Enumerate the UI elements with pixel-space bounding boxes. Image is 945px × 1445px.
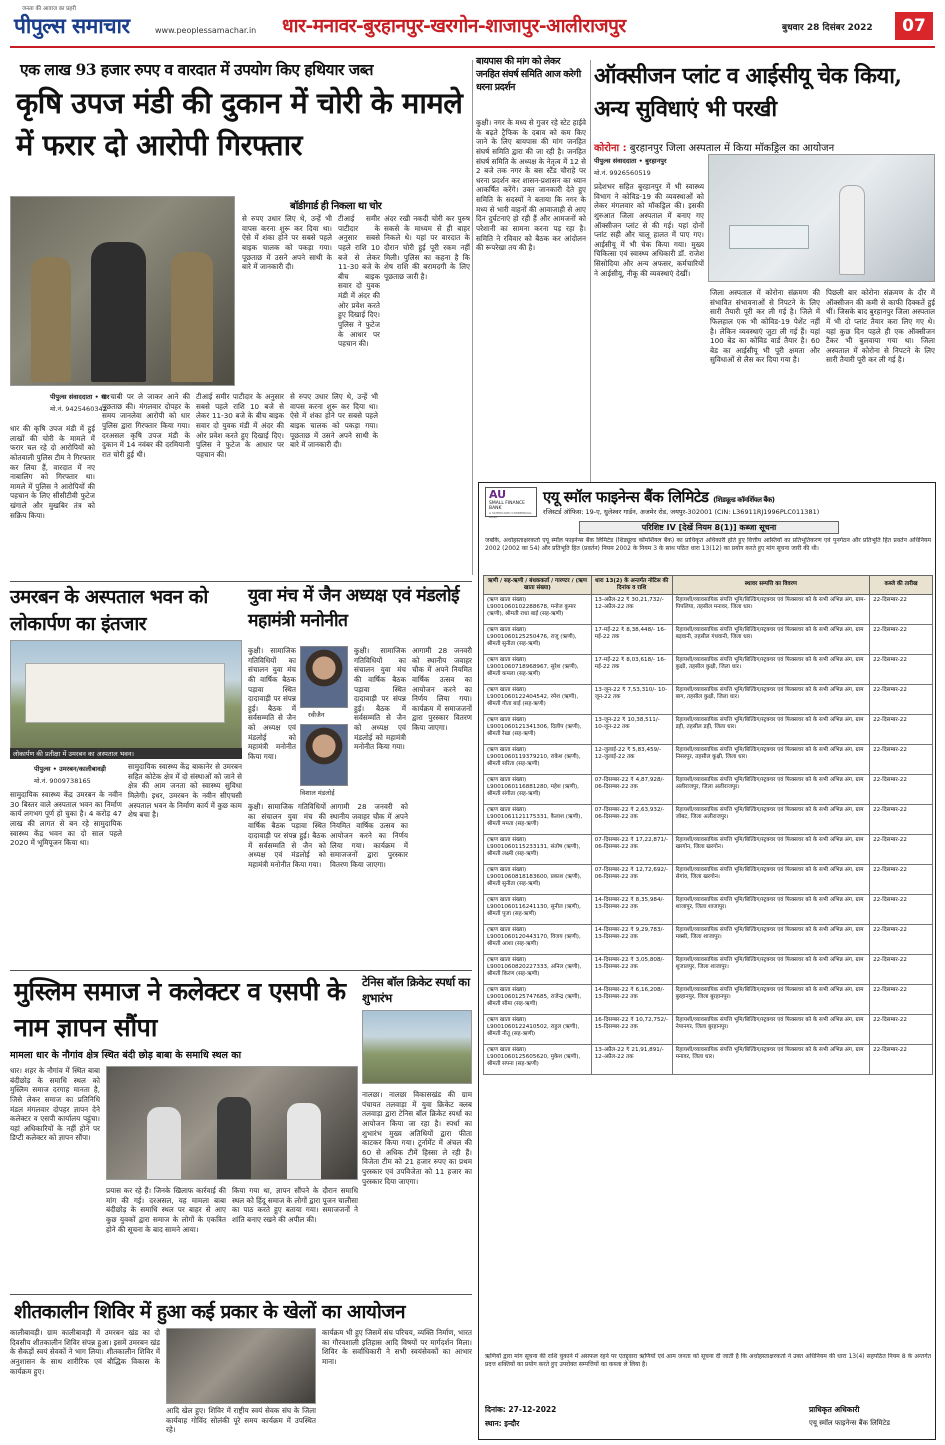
loan-property-cell: रिहायशी/व्यावसायिक संपत्ति भूमि/बिल्डिंग/स्ट्रक्चर एवं फिक्सचर को के सभी अभिन्न अंग, ग्राम बाग, तहसील कुक्षी, जिला धार। (672, 684, 870, 714)
loan-table-row (484, 1044, 933, 1074)
loan-date-cell: 22-दिसम्बर-22 (870, 624, 933, 654)
loan-borrower-cell: (ऋण खाता संख्या) L9001060122404542, रमेश (ऋणी), श्रीमती गीता बाई (सह-ऋणी) (484, 684, 592, 714)
loan-notice-cell: 13-अप्रैल-22 ₹ 21,91,891/- 12-अप्रैल-22 तक (591, 1044, 672, 1074)
theft-byline: पीपुल्स संवाददाता • धार (50, 393, 110, 401)
winter-col1: कालीबावड़ी। ग्राम कालीबावड़ी में उमरबन खंड का दो दिवसीय शीतकालीन शिविर संपन्न हुआ। इसमें उमरबन खंड के सैकड़ों स्वयं सेवकों ने भाग लिया। शीतकालीन शिविर में अनुशासन के साथ शारीरिक एवं बौद्धिक विकास के कार्यक्रम हुए। (10, 1328, 160, 1376)
oxygen-headline: ऑक्सीजन प्लांट व आईसीयू चेक किया, अन्य सुविधाएं भी परखी (594, 63, 902, 122)
bank-logo-text: SMALL FINANCE BANK (489, 501, 525, 511)
section-rule (10, 581, 472, 582)
mug-caption-1: रवीजैन (308, 711, 325, 719)
loan-notice-cell: 13-जून-22 ₹ 7,53,310/- 10-जून-22 तक (591, 684, 672, 714)
police-figure (171, 252, 213, 382)
bank-logo-short: AU (489, 488, 507, 501)
loan-notice-cell: 17-मई-22 ₹ 8,03,618/- 16-मई-22 तक (591, 654, 672, 684)
jain-col2b: आगामी 28 जनवरी को स्थानीय जवाहर चौक में अपने नियमित वार्षिक उत्सव का आयोजन करने का निर्णय लिया गया। कार्यक्रम में समाजजनों द्वारा पुरस्कार वितरण किया जाएगा। (330, 802, 408, 869)
loan-notice-cell: 14-दिसम्बर-22 ₹ 8,35,984/- 13-दिसम्बर-22 तक (591, 894, 672, 924)
bank-intro: जबकि, अधोहस्ताक्षरकर्ता एयू स्मॉल फाइनेन्स बैंक लिमिटेड (शिड्यूल्ड कॉमर्शियल बैंक) का प्राधिकृत अधिकारी होते हुए वित्तीय आस्तियों का प्रतिभूतिकरण एवं पुनर्गठन और प्रतिभूति हित प्रवर्तन अधिनियम 2002 (2002 का 54) और प्रतिभूति हित (प्रवर्तन) नियम 2002 के नियम 3 के साथ पठित धारा 13(12) का प्रयोग करते हुए मांग सूचना जारी की थी। (485, 537, 931, 553)
loan-property-cell: रिहायशी/व्यावसायिक संपत्ति भूमि/बिल्डिंग/स्ट्रक्चर एवं फिक्सचर को के सभी अभिन्न अंग, ग्राम डही, तहसील डही, जिला धार। (672, 714, 870, 744)
jain-col1: कुक्षी। सामाजिक गतिविधियों का संचालन युवा मंच की वार्षिक बैठक पड़ावा स्थित दादावाड़ी पर संपन्न हुई। बैठक में सर्वसम्मति से जैन को अध्यक्ष एवं मंडलोई को महामंत्री मनोनीत किया गया। (248, 646, 296, 762)
loan-date-cell: 22-दिसम्बर-22 (870, 774, 933, 804)
bank-title-suffix: (शिड्यूल्ड कॉमर्शियल बैंक) (713, 496, 775, 504)
loan-property-cell: रिहायशी/व्यावसायिक संपत्ति भूमि/बिल्डिंग/स्ट्रक्चर एवं फिक्सचर को के सभी अभिन्न अंग, ग्राम मक्सी, जिला शाजापुर। (672, 924, 870, 954)
loan-table-header (484, 576, 933, 595)
hospital-col1: सामुदायिक स्वास्थ्य केंद्र उमरबन के नवीन 30 बिस्तर वाले अस्पताल भवन का निर्माण कार्य लगभग पूर्ण हो चुका है। 4 करोड़ 47 लाख की लागत से बन रहे सामुदायिक स्वास्थ्य केंद्र भवन का दो साल पहले 2020 में भूमिपूजन किया था। (10, 790, 122, 848)
loan-property-cell: रिहायशी/व्यावसायिक संपत्ति भूमि/बिल्डिंग/स्ट्रक्चर एवं फिक्सचर को के सभी अभिन्न अंग, ग्राम बड़वानी, तहसील गंधवानी, जिला धार। (672, 624, 870, 654)
loan-borrower-cell: (ऋण खाता संख्या) L9001060718968967, सुरेश (ऋणी), श्रीमती कमला (सह-ऋणी) (484, 654, 592, 684)
jain-col1c: कुक्षी। सामाजिक गतिविधियों का संचालन युवा मंच की वार्षिक बैठक पड़ावा स्थित दादावाड़ी पर संपन्न हुई। बैठक में सर्वसम्मति से जैन को अध्यक्ष एवं मंडलोई को महामंत्री मनोनीत किया गया। (248, 802, 326, 869)
header-rule (10, 46, 935, 48)
loan-table-row (484, 984, 933, 1014)
oxygen-phone: मो.नं. 9926560519 (594, 169, 651, 177)
loan-notice-cell: 13-जून-22 ₹ 10,38,511/- 10-जून-22 तक (591, 714, 672, 744)
hospital-building (25, 663, 225, 723)
section-rule (10, 1294, 472, 1295)
bank-title (543, 487, 933, 507)
theft-col1: धार की कृषि उपज मंडी में हुई लाखों की चोरी के मामले में फरार चल रहे दो आरोपियों को कोतवाली पुलिस टीम ने गिरफ्तार कर लिया हैं, वारदात में नए नाबालिग को गिरफ्तार था। मामले में पुलिस ने आरोपियों की पहचान के लिए सीसीटीवी फुटेज खंगाले और मुखबिर तंत्र को सक्रिय किया। (10, 424, 95, 520)
theft-photo (10, 196, 235, 386)
jain-headline: युवा मंच में जैन अध्यक्ष एवं मंडलोई महामंत्री मनोनीत (248, 586, 460, 631)
loan-property-cell: रिहायशी/व्यावसायिक संपत्ति भूमि/बिल्डिंग/स्ट्रक्चर एवं फिक्सचर को के सभी अभिन्न अंग, ग्राम सेगांव, जिला खरगोन। (672, 864, 870, 894)
tennis-body: नालछा। नालछा विकासखंड की ग्राम पंचायत तलवाड़ा में युवा क्रिकेट क्लब तलवाड़ा द्वारा टेनिस बॉल क्रिकेट स्पर्धा का आयोजन किया जा रहा है। स्पर्धा का शुभारंभ मुख्य अतिथियों द्वारा फीता काटकर किया गया। टूर्नामेंट में अंचल की 60 से अधिक टीमें हिस्सा ले रही हैं। विजेता टीम को 21 हजार रुपए का प्रथम पुरस्कार एवं उपविजेता को 11 हजार का पुरस्कार दिया जाएगा। (362, 1090, 472, 1186)
loan-notice-cell: 16-दिसम्बर-22 ₹ 10,72,752/- 15-दिसम्बर-22 तक (591, 1014, 672, 1044)
bank-title-text: एयू स्मॉल फाइनेन्स बैंक लिमिटेड (543, 488, 709, 506)
loan-borrower-cell: (ऋण खाता संख्या) L9001060125250476, राजू (ऋणी), श्रीमती सुनीता (सह-ऋणी) (484, 624, 592, 654)
oxygen-byline: पीपुल्स संवाददाता • बुरहानपुर (594, 157, 667, 165)
loan-property-cell: रिहायशी/व्यावसायिक संपत्ति भूमि/बिल्डिंग/स्ट्रक्चर एवं फिक्सचर को के सभी अभिन्न अंग, ग्राम-पिपलिया, तहसील मनावर, जिला धार। (672, 594, 870, 624)
loan-table-row (484, 954, 933, 984)
loan-date-cell: 22-दिसम्बर-22 (870, 834, 933, 864)
loan-date-cell: 22-दिसम्बर-22 (870, 984, 933, 1014)
memorandum-deck: मामला धार के नौगांव क्षेत्र स्थित बंदी छोड़ बाबा के समाधि स्थल का (10, 1050, 242, 1061)
loan-property-cell: रिहायशी/व्यावसायिक संपत्ति भूमि/बिल्डिंग/स्ट्रक्चर एवं फिक्सचर को के सभी अभिन्न अंग, ग्राम नेपानगर, जिला बुरहानपुर। (672, 1014, 870, 1044)
police-figure (31, 257, 71, 382)
loan-table-row (484, 654, 933, 684)
crowd-figure (147, 1107, 181, 1180)
tennis-headline: टेनिस बॉल क्रिकेट स्पर्धा का शुभारंभ (362, 975, 470, 1006)
hospital-headline: उमरबन के अस्पताल भवन को लोकार्पण का इंतजार (10, 586, 208, 635)
loan-date-cell: 22-दिसम्बर-22 (870, 864, 933, 894)
loan-borrower-cell: (ऋण खाता संख्या) L9001060116881280, महेश (ऋणी), श्रीमती संगीता (सह-ऋणी) (484, 774, 592, 804)
loan-table (483, 575, 933, 1075)
jain-col1b: कुक्षी। सामाजिक गतिविधियों का संचालन युवा मंच की वार्षिक बैठक पड़ावा स्थित दादावाड़ी पर संपन्न हुई। बैठक में सर्वसम्मति से जैन को अध्यक्ष एवं मंडलोई को महामंत्री मनोनीत किया गया। (354, 646, 406, 752)
loan-borrower-cell: (ऋण खाता संख्या) L9001060820227333, अनिल (ऋणी), श्रीमती किरण (सह-ऋणी) (484, 954, 592, 984)
bank-logo (485, 487, 537, 517)
column-divider (472, 60, 473, 575)
paper-logo: पीपुल्स समाचार (14, 14, 130, 38)
loan-date-cell: 22-दिसम्बर-22 (870, 744, 933, 774)
loan-property-cell: रिहायशी/व्यावसायिक संपत्ति भूमि/बिल्डिंग/स्ट्रक्चर एवं फिक्सचर को के सभी अभिन्न अंग, ग्राम कुक्षी, तहसील कुक्षी, जिला धार। (672, 654, 870, 684)
oxygen-deck-label: कोरोना : (594, 143, 627, 154)
loan-property-cell: रिहायशी/व्यावसायिक संपत्ति भूमि/बिल्डिंग/स्ट्रक्चर एवं फिक्सचर को के सभी अभिन्न अंग, ग्राम जोबट, जिला अलीराजपुर। (672, 804, 870, 834)
theft-phone: मो.नं. 9425460342 (50, 405, 107, 413)
winter-photo (166, 1328, 316, 1404)
winter-photo-caption: आदि खेल हुए। शिविर में राष्ट्रीय स्वयं सेवक संघ के जिला कार्यवाह गोविंद सोलंकी पूरे समय कार्यक्रम में उपस्थित रहे। (166, 1406, 316, 1435)
loan-property-cell: रिहायशी/व्यावसायिक संपत्ति भूमि/बिल्डिंग/स्ट्रक्चर एवं फिक्सचर को के सभी अभिन्न अंग, ग्राम बुरहानपुर, जिला बुरहानपुर। (672, 984, 870, 1014)
theft-col4: से रुपए उधार लिए थे, उन्हें भी वापस करना शुरू कर दिया था। ऐसे में शंका होने पर सबसे पहले बाइक चालक को पकड़ा गया। पूछताछ में उसने अपने साथी के बारे में जानकारी दी। (290, 392, 378, 450)
loan-date-cell: 22-दिसम्बर-22 (870, 924, 933, 954)
story-winter-camp (10, 1298, 472, 1440)
bank-signatory-bank: एयू स्मॉल फाइनेन्स बैंक लिमिटेड (809, 1419, 891, 1427)
loan-property-cell: रिहायशी/व्यावसायिक संपत्ति भूमि/बिल्डिंग/स्ट्रक्चर एवं फिक्सचर को के सभी अभिन्न अंग, ग्राम खरगोन, जिला खरगोन। (672, 834, 870, 864)
oxygen-deck (594, 140, 935, 154)
hospital-phone: मो.नं. 9009738165 (34, 777, 91, 785)
loan-table-body (484, 594, 933, 1074)
loan-notice-cell: 14-दिसम्बर-22 ₹ 9,29,783/- 13-दिसम्बर-22 तक (591, 924, 672, 954)
memorandum-col2: प्रयास कर रहे हैं। जिनके खिलाफ कार्रवाई की मांग की गई। दरअसल, यह मामला बाबा बंदीछोड़ के समाधि स्थल पर बाहर से आए कुछ युवकों द्वारा समाज के लोगों के एकत्रित होने की सूचना के बाद सामने आया। (106, 1186, 226, 1234)
mug-caption-2: विशाल मंडलोई (300, 789, 335, 797)
loan-date-cell: 22-दिसम्बर-22 (870, 804, 933, 834)
page-number: 07 (895, 12, 933, 40)
loan-notice-cell: 14-दिसम्बर-22 ₹ 6,16,208/- 13-दिसम्बर-22 तक (591, 984, 672, 1014)
issue-date: बुधवार 28 दिसंबर 2022 (782, 23, 873, 33)
loan-borrower-cell: (ऋण खाता संख्या) L9001060121341306, दिलीप (ऋणी), श्रीमती रेखा (सह-ऋणी) (484, 714, 592, 744)
memorandum-photo (106, 1066, 358, 1180)
oxygen-col2: जिला अस्पताल में कोरोना संक्रमण की संभावित संभावनाओं से निपटने के लिए सारी तैयारी पूरी कर ली गई है। जिले में फिलहाल एक भी कोविड-19 पेशेंट नहीं है। लेकिन व्यवस्थाएं जुटा ली गई हैं। यहां 100 बेड का कोविड वार्ड तैयार है। 60 बेड का आईसीयू भी पूरी क्षमता और सुविधाओं से लैस कर दिया गया है। (710, 288, 820, 365)
loan-table-row (484, 714, 933, 744)
bypass-body: कुक्षी। नगर के मध्य से गुजर रहे स्टेट हाईवे के बढ़ते ट्रैफिक के दबाव को कम किए जाने के लिए बायपास की मांग जनहित संघर्ष समिति द्वारा की जा रही है। जनहित संघर्ष समिति के अध्यक्ष के नेतृत्व में 12 से 2 बजे तक नगर के बस स्टैंड चौराहे पर धरना प्रदर्शन कर शासन-प्रशासन का ध्यान आकर्षित करेंगे। उक्त जानकारी देते हुए समिति के सदस्यों ने बताया कि नगर के मध्य से भारी वाहनों की आवाजाही से आए दिन दुर्घटनाएं हो रही हैं और आमजनों को परेशानी का सामना करना पड़ रहा है। समिति ने रविवार को बैठक कर आंदोलन की रूपरेखा तय की है। (476, 118, 586, 253)
tennis-photo (362, 1010, 472, 1084)
story-tennis (362, 974, 472, 1294)
story-jain (248, 584, 472, 969)
loan-date-cell: 22-दिसम्बर-22 (870, 684, 933, 714)
accused-figure (91, 242, 146, 382)
mug-photo-1 (300, 646, 348, 708)
bank-date: दिनांक: 27-12-2022 (485, 1405, 557, 1414)
hospital-photo-caption: लोकार्पण की प्रतीक्षा में उमरबन का अस्पताल भवन। (10, 748, 242, 759)
oxygen-deck-text: बुरहानपुर जिला अस्पताल में किया मॉकड्रिल का आयोजन (629, 143, 835, 154)
loan-notice-cell: 07-दिसम्बर-22 ₹ 4,87,928/- 06-दिसम्बर-22 तक (591, 774, 672, 804)
loan-borrower-cell: (ऋण खाता संख्या) L9001060115233131, संतोष (ऋणी), श्रीमती लक्ष्मी (सह-ऋणी) (484, 834, 592, 864)
crowd-figure (217, 1097, 251, 1180)
loan-property-cell: रिहायशी/व्यावसायिक संपत्ति भूमि/बिल्डिंग/स्ट्रक्चर एवं फिक्सचर को के सभी अभिन्न अंग, ग्राम शुजालपुर, जिला शाजापुर। (672, 954, 870, 984)
loan-borrower-cell: (ऋण खाता संख्या) L9001060120443170, विजय (ऋणी), श्रीमती आशा (सह-ऋणी) (484, 924, 592, 954)
loan-property-cell: रिहायशी/व्यावसायिक संपत्ति भूमि/बिल्डिंग/स्ट्रक्चर एवं फिक्सचर को के सभी अभिन्न अंग, ग्राम शाजापुर, जिला शाजापुर। (672, 894, 870, 924)
loan-notice-cell: 07-दिसम्बर-22 ₹ 17,22,871/- 06-दिसम्बर-22 तक (591, 834, 672, 864)
loan-date-cell: 22-दिसम्बर-22 (870, 954, 933, 984)
bank-table-wrap (483, 575, 933, 1345)
loan-notice-cell: 07-दिसम्बर-22 ₹ 2,63,932/- 06-दिसम्बर-22 तक (591, 804, 672, 834)
loan-table-row (484, 594, 933, 624)
loan-table-row (484, 774, 933, 804)
theft-col5: अंदर रखी नकदी चोरी कर पुरुष सकसे के माध्यम से ही बाहर निकले थे। यहां पर वारदात के दौरान चोरी हुई पूरी रकम नहीं मिली। पुलिस का कहना है कि शेष राशि की बरामदगी के लिए पूछताछ जारी है। (384, 214, 470, 281)
tagline: जनता की आवाज का प्रहरी (22, 6, 76, 12)
loan-borrower-cell: (ऋण खाता संख्या) L9001060116241130, सुनील (ऋणी), श्रीमती पूजा (सह-ऋणी) (484, 894, 592, 924)
mug-photo-2 (300, 724, 348, 786)
hospital-bed (729, 225, 809, 249)
loan-table-row (484, 804, 933, 834)
loan-date-cell: 22-दिसम्बर-22 (870, 714, 933, 744)
loan-borrower-cell: (ऋण खाता संख्या) L9001060122410502, राहुल (ऋणी), श्रीमती नीतू (सह-ऋणी) (484, 1014, 592, 1044)
theft-headline: कृषि उपज मंडी की दुकान में चोरी के मामले में फरार दो आरोपी गिरफ्तार (16, 86, 463, 163)
col-borrower: ऋणी / सह-ऋणी / बंधककर्ता / गारण्टर / (ऋण खाता संख्या) (484, 576, 592, 595)
jain-col2: आगामी 28 जनवरी को स्थानीय जवाहर चौक में अपने नियमित वार्षिक उत्सव का आयोजन करने का निर्णय लिया गया। कार्यक्रम में समाजजनों द्वारा पुरस्कार वितरण किया जाएगा। (412, 646, 472, 733)
bank-logo-sub: A SCHEDULED COMMERCIAL BANK (489, 511, 532, 519)
loan-borrower-cell: (ऋण खाता संख्या) L9001061121175331, कैलाश (ऋणी), श्रीमती ममता (सह-ऋणी) (484, 804, 592, 834)
loan-date-cell: 22-दिसम्बर-22 (870, 1014, 933, 1044)
loan-borrower-cell: (ऋण खाता संख्या) L9001060102288678, मनोज कुमार (ऋणी), श्रीमती राधा बाई (सह-ऋणी) (484, 594, 592, 624)
memorandum-col1: धार। शहर के नौगांव में स्थित बाबा बंदीछोड़ के समाधि स्थल को मुस्लिम समाज दरगाह मानता है, जिसे लेकर समाज का प्रतिनिधि मंडल मंगलवार दोपहर ज्ञापन देने कलेक्टर व एसपी कार्यालय पहुंचा। यहां अधिकारियों के नहीं होने पर डिप्टी कलेक्टर को ज्ञापन सौंपा। (10, 1066, 100, 1143)
theft-col3: टीआई समीर पाटीदार के अनुसार सबसे पहले राशि 10 बजे से लेकर 11-30 बजे के बीच बाइक सवार दो युवक मंडी में अंदर की ओर प्रवेश करते हुए दिखाई दिए। पुलिस ने फुटेज के आधार पर पहचान की। (196, 392, 284, 459)
theft-kicker: एक लाख 93 हजार रुपए व वारदात में उपयोग किए हथियार जब्त (20, 60, 373, 79)
loan-property-cell: रिहायशी/व्यावसायिक संपत्ति भूमि/बिल्डिंग/स्ट्रक्चर एवं फिक्सचर को के सभी अभिन्न अंग, ग्राम अलीराजपुर, जिला अलीराजपुर। (672, 774, 870, 804)
story-memorandum (10, 974, 358, 1294)
loan-notice-cell: 14-दिसम्बर-22 ₹ 3,05,808/- 13-दिसम्बर-22 तक (591, 954, 672, 984)
loan-notice-cell: 07-दिसम्बर-22 ₹ 12,72,692/- 06-दिसम्बर-22 तक (591, 864, 672, 894)
loan-table-row (484, 624, 933, 654)
loan-notice-cell: 12-जुलाई-22 ₹ 5,83,459/- 12-जुलाई-22 तक (591, 744, 672, 774)
story-oxygen (594, 54, 935, 479)
loan-table-row (484, 864, 933, 894)
story-theft (10, 54, 470, 579)
edition-cities: धार-मनावर-बुरहानपुर-खरगोन-शाजापुर-आलीराजपुर (282, 15, 626, 37)
theft-col2: व चाबी पर ले जाकर आने की पूछताछ की। मंगलवार दोपहर के समय जानलेवा आरोपी को धार पुलिस द्वारा गिरफ्तार किया गया। दरअसल कृषि उपज मंडी के दुकान में 14 नवंबर की दरमियानी रात चोरी हुई थी। (102, 392, 190, 459)
loan-table-row (484, 744, 933, 774)
bypass-kicker: बायपास की मांग को लेकर जनहित संघर्ष समिति आज करेगी धरना प्रदर्शन (476, 56, 581, 93)
bank-footer-note: ऋणियों द्वारा मांग सूचना की राशि चुकाने में असफल रहने पर एतद्द्वारा ऋणियों एवं आम जनता को सूचना दी जाती है कि अधोहस्ताक्षरकर्ता ने उक्त अधिनियम की धारा 13(4) सहपठित नियम 8 के अन्तर्गत प्रदत्त शक्तियों का प्रयोग करते हुए उपरोक्त सम्पत्तियों का कब्जा ले लिया है। (485, 1353, 931, 1369)
hospital-byline: पीपुल्स • उमरबन/कालीबावड़ी (34, 765, 106, 773)
col-notice: धारा 13(2) के अन्तर्गत नोटिस की दिनांक व राशि (591, 576, 672, 595)
loan-table-row (484, 894, 933, 924)
memorandum-col3: किया गया था, ज्ञापन सौंपने के दौरान समाधि स्थल को हिंदू समाज के लोगों द्वारा पूजन चालीसा का पाठ करते हुए बताया गया। समाजजनों ने शांति बनाए रखने की अपील की। (232, 1186, 358, 1224)
loan-date-cell: 22-दिसम्बर-22 (870, 654, 933, 684)
story-hospital (10, 584, 242, 969)
winter-col2: कार्यक्रम भी हुए जिसमें संघ परिचय, व्यक्ति निर्माण, भारत का गौरवशाली इतिहास आदि विषयों पर मार्गदर्शन मिला। शिविर के सर्वाधिकारी ने सभी स्वयंसेवकों का आभार माना। (322, 1328, 472, 1366)
loan-table-row (484, 684, 933, 714)
loan-table-row (484, 924, 933, 954)
winter-headline: शीतकालीन शिविर में हुआ कई प्रकार के खेलों का आयोजन (14, 1301, 405, 1323)
loan-date-cell: 22-दिसम्बर-22 (870, 594, 933, 624)
hospital-col2: सामुदायिक स्वास्थ्य केंद्र बाकानेर से उमरबन सहित कोटेक क्षेत्र में दो संस्थाओं को जाने से क्षेत्र की आम जनता को स्वास्थ्य सुविधा मिलेगी। इधर, उमरबन के नवीन सीएचसी अस्पताल भवन के निर्माण कार्य में कुछ काम शेष बचा है। (128, 762, 242, 820)
section-rule (10, 970, 472, 971)
loan-property-cell: रिहायशी/व्यावसायिक संपत्ति भूमि/बिल्डिंग/स्ट्रक्चर एवं फिक्सचर को के सभी अभिन्न अंग, ग्राम निसरपुर, तहसील कुक्षी, जिला धार। (672, 744, 870, 774)
oxygen-photo (708, 154, 935, 282)
loan-borrower-cell: (ऋण खाता संख्या) L9001060119379210, राकेश (ऋणी), श्रीमती सरिता (सह-ऋणी) (484, 744, 592, 774)
doctor-figure (839, 185, 865, 275)
theft-col3b: से रुपए उधार लिए थे, उन्हें भी वापस करना शुरू कर दिया था। ऐसे में शंका होने पर सबसे पहले बाइक चालक को पकड़ा गया। पूछताछ में उसने अपने साथी के बारे में जानकारी दी। (242, 214, 332, 272)
masthead (0, 0, 945, 50)
bank-address: रजिस्टर्ड ऑफिस: 19-ए, धुलेश्वर गार्डन, अजमेर रोड, जयपुर-302001 (CIN: L36911RJ1996PLC011381) (543, 508, 820, 516)
oxygen-col1: प्रदेशभर सहित बुरहानपुर में भी स्वास्थ्य विभाग ने कोविड-19 की व्यवस्थाओं को लेकर मंगलवार को मॉकड्रिल की। इसकी शुरुआत जिला अस्पताल में बनाए गए ऑक्सीजन प्लांट से की गई। यहां दोनों प्लांट सही और चालू हालत में पाए गए। आईसीयू में भी चेक किया गया। मुख्य चिकित्सा एवं स्वास्थ्य अधिकारी डॉ. राजेश सिसोदिया और अन्य अफसर, कर्मचारियों ने आईसीयू, नीकू की व्यवस्थाएं देखीं। (594, 182, 704, 278)
bank-place: स्थान: इन्दौर (485, 1419, 520, 1428)
loan-borrower-cell: (ऋण खाता संख्या) L9001060125747685, राजेन्द्र (ऋणी), श्रीमती सीमा (सह-ऋणी) (484, 984, 592, 1014)
bank-signatory: प्राधिकृत अधिकारी (809, 1405, 860, 1414)
oxygen-col3: पिछली बार कोरोना संक्रमण के दौर में ऑक्सीजन की कमी से काफी दिक्कतें हुई थीं। जिसके बाद बुरहानपुर जिला अस्पताल में भी दो प्लांट तैयार करा लिए गए थे। यहां कुछ दिन पहले ही एक ऑक्सीजन टैंकर भी बुलवाया गया था। जिला अस्पताल में कोरोना से निपटने के लिए सारी तैयारी पूरी कर ली गई है। (826, 288, 935, 365)
loan-notice-cell: 13-अप्रैल-22 ₹ 30,21,732/- 12-अप्रैल-22 तक (591, 594, 672, 624)
bank-appendix: परिशिष्ट IV [देखें नियम 8(1)] कब्जा सूचना (579, 521, 839, 534)
website: www.peoplessamachar.in (155, 26, 257, 35)
loan-table-row (484, 834, 933, 864)
loan-table-row (484, 1014, 933, 1044)
memorandum-headline: मुस्लिम समाज ने कलेक्टर व एसपी के नाम ज्ञापन सौंपा (14, 977, 346, 1042)
theft-subhead: बॉडीगार्ड ही निकला था चोर (290, 201, 382, 212)
loan-notice-cell: 17-मई-22 ₹ 8,38,448/- 16-मई-22 तक (591, 624, 672, 654)
loan-borrower-cell: (ऋण खाता संख्या) L9001060818183600, प्रकाश (ऋणी), श्रीमती सुनीता (सह-ऋणी) (484, 864, 592, 894)
col-date: कब्जे की तारीख (870, 576, 933, 595)
col-property: स्थावर सम्पत्ति का विवरण (672, 576, 870, 595)
theft-col3c: टीआई समीर पाटीदार के अनुसार सबसे पहले राशि 10 बजे से लेकर 11-30 बजे के बीच बाइक सवार दो युवक मंडी में अंदर की ओर प्रवेश करते हुए दिखाई दिए। पुलिस ने फुटेज के आधार पर पहचान की। (338, 214, 380, 349)
hospital-photo (10, 640, 242, 752)
loan-borrower-cell: (ऋण खाता संख्या) L9001060125605620, मुकेश (ऋणी), श्रीमती सपना (सह-ऋणी) (484, 1044, 592, 1074)
loan-date-cell: 22-दिसम्बर-22 (870, 894, 933, 924)
loan-property-cell: रिहायशी/व्यावसायिक संपत्ति भूमि/बिल्डिंग/स्ट्रक्चर एवं फिक्सचर को के सभी अभिन्न अंग, ग्राम मनावर, जिला धार। (672, 1044, 870, 1074)
loan-date-cell: 22-दिसम्बर-22 (870, 1044, 933, 1074)
bank-notice (478, 482, 936, 1440)
crowd-figure (287, 1103, 321, 1180)
